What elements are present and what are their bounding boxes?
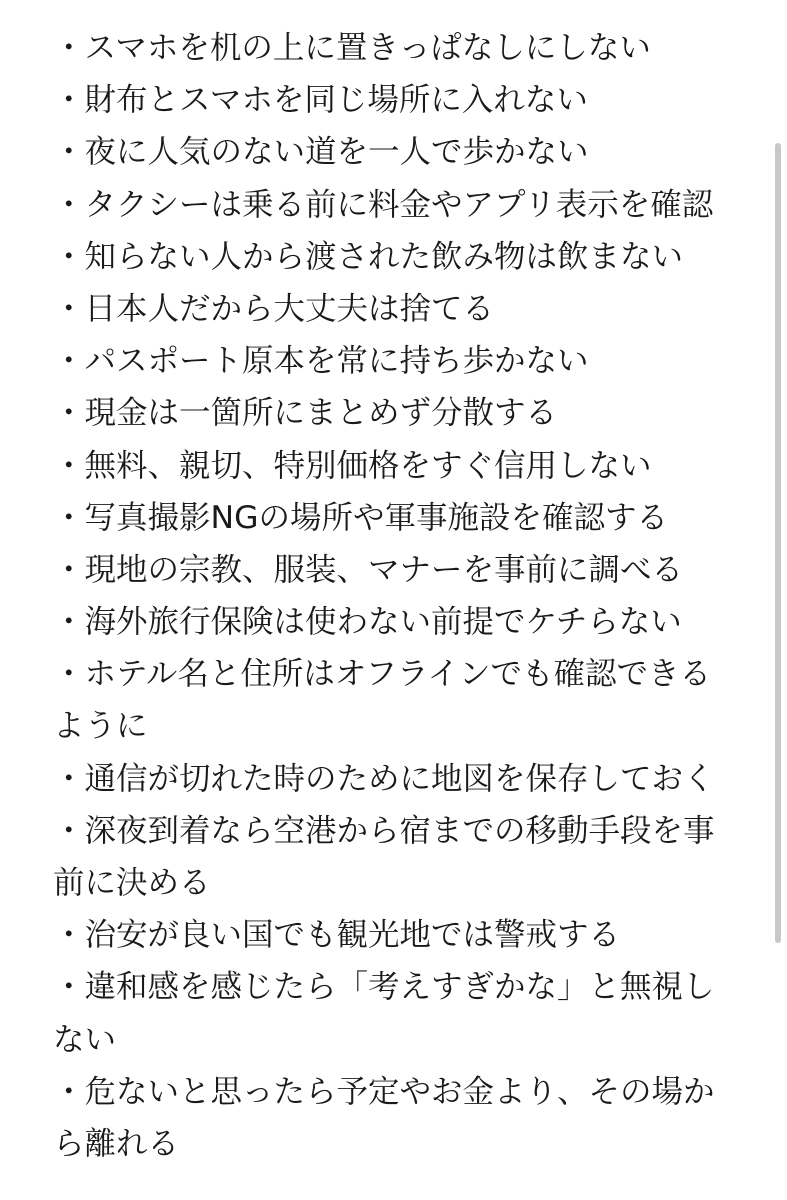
list-line: ・夜に人気のない道を一人で歩かない: [53, 134, 589, 171]
list-line: ・治安が良い国でも観光地では警戒する: [53, 917, 621, 954]
list-line: ・無料、親切、特別価格をすぐ信用しない: [53, 447, 652, 484]
list-line: ・写真撮影NGの場所や軍事施設を確認する: [53, 499, 668, 536]
list-line: ・タクシーは乗る前に料金やアプリ表示を確認: [53, 186, 714, 223]
list-line: ・スマホを机の上に置きっぱなしにしない: [53, 30, 651, 66]
list-line: ように: [53, 708, 148, 745]
list-line: ・危ないと思ったら予定やお金より、その場か: [53, 1073, 715, 1110]
list-line: ・違和感を感じたら「考えすぎかな」と無視し: [53, 969, 715, 1006]
list-line: ・知らない人から渡された飲み物は飲まない: [53, 238, 684, 275]
list-line: ・ホテル名と住所はオフラインでも確認できる: [53, 656, 712, 693]
list-line: ・現金は一箇所にまとめず分散する: [53, 395, 558, 432]
list-line: ない: [53, 1021, 117, 1058]
article-body: [53, 22, 733, 1170]
list-line: 前に決める: [53, 865, 211, 901]
list-line: ・現地の宗教、服装、マナーを事前に調べる: [53, 551, 684, 588]
scrollbar[interactable]: [775, 143, 781, 943]
list-line: ・深夜到着なら空港から宿までの移動手段を事: [53, 812, 715, 849]
list-line: ら離れる: [53, 1125, 180, 1162]
list-line: ・日本人だから大丈夫は捨てる: [53, 290, 495, 327]
list-line: ・通信が切れた時のために地図を保存しておく: [53, 760, 715, 797]
list-line: ・海外旅行保険は使わない前提でケチらない: [53, 604, 682, 641]
list-line: ・財布とスマホを同じ場所に入れない: [53, 82, 588, 119]
list-line: ・パスポート原本を常に持ち歩かない: [53, 343, 589, 380]
